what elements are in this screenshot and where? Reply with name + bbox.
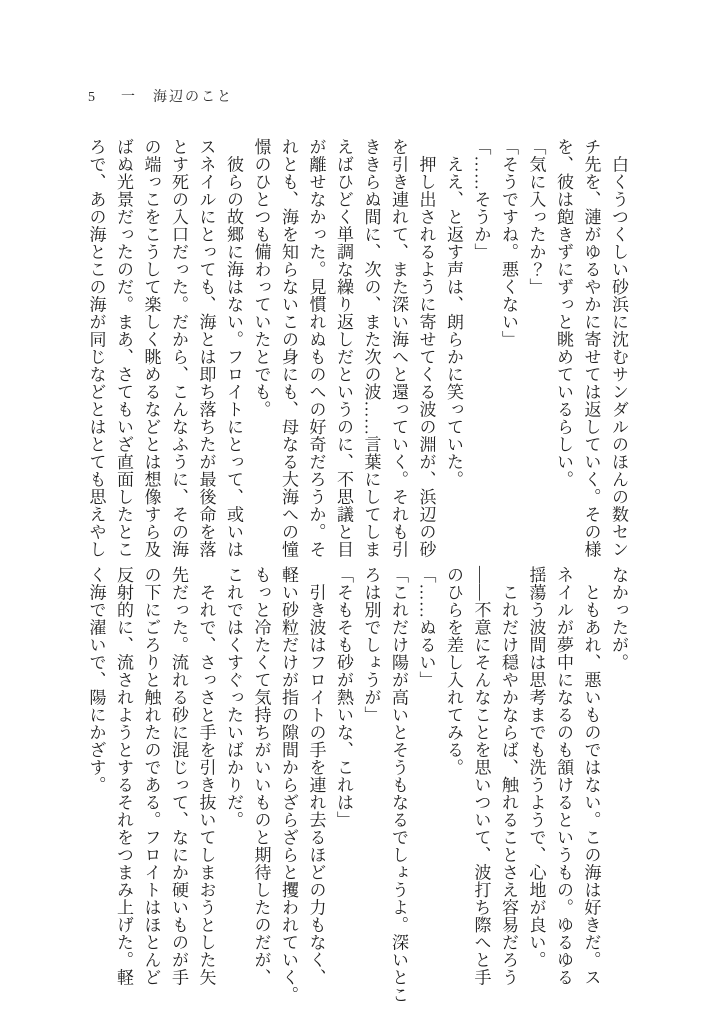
- text-line: これだけ穏やかならば、触れることさえ容易だろう: [499, 566, 518, 986]
- text-line: の下にごろりと触れたのである。フロイトはほとんど: [141, 566, 161, 986]
- text-line: ええ、と返す声は、朗らかに笑っていた。: [444, 138, 463, 488]
- text-line: とす死の入口だった。だから、こんなふうに、その海: [169, 138, 188, 558]
- text-line: ろで、あの海とこの海が同じなどとはとても思えやし: [86, 138, 106, 558]
- text-line: えばひどく単調な繰り返しだというのに、不思議と目: [334, 138, 353, 558]
- text-line: なかったが。: [609, 566, 628, 671]
- text-line: 彼らの故郷に海はない。フロイトにとって、或いは: [224, 138, 243, 558]
- text-line: が離せなかった。見慣れぬものへの好奇だろうか。そ: [306, 138, 326, 558]
- text-line: の端っこをこうして楽しく眺めるなどとは想像すら及: [141, 138, 161, 558]
- text-line: 先だった。流れる砂に混じって、なにか硬いものが手: [169, 566, 188, 986]
- text-line: 「そうですね。悪くない」: [499, 138, 518, 348]
- text-line: もっと冷たくて気持ちがいいものと期待したのだが、: [251, 566, 271, 986]
- text-line: 白くうつくしい砂浜に沈むサンダルのほんの数セン: [609, 138, 628, 558]
- text-line: 押し出されるように寄せてくる波の淵が、浜辺の砂: [416, 138, 436, 558]
- text-line: 引き波はフロイトの手を連れ去るほどの力もなく、: [306, 566, 326, 986]
- text-line: を、彼は飽きずにずっと眺めているらしい。: [554, 138, 573, 488]
- text-line: スネイルにとっても、海とは即ち落ちたが最後命を落: [196, 138, 216, 558]
- text-line: 揺蕩う波間は思考までも洗うようで、心地が良い。: [526, 566, 546, 969]
- chapter-title: 一 海辺のこと: [121, 90, 233, 105]
- text-line: ろは別でしょうが」: [361, 566, 381, 724]
- lower-text-block: [81, 566, 632, 1014]
- text-line: 「……そうか」: [471, 138, 491, 261]
- text-line: を引き連れて、また深い海へと還っていく。それも引: [389, 138, 408, 558]
- text-line: 「気に入ったか？」: [526, 138, 546, 296]
- text-line: チ先を、漣がゆるやかに寄せては返していく。その様: [581, 138, 601, 558]
- text-line: ともあれ、悪いものではない。この海は好きだ。ス: [581, 566, 601, 986]
- text-line: ——不意にそんなことを思いついて、波打ち際へと手: [471, 566, 491, 986]
- text-line: く海で濯いで、陽にかざす。: [86, 566, 106, 794]
- text-line: 軽い砂粒だけが指の隙間からざらざらと攫われていく。: [279, 566, 298, 1004]
- text-line: これではくすぐったいばかりだ。: [224, 566, 243, 829]
- text-line: ばぬ光景だったのだ。まあ、さてもいざ直面したとこ: [114, 138, 133, 558]
- text-line: のひらを差し入れてみる。: [444, 566, 463, 776]
- page-number: 5: [88, 90, 95, 105]
- text-line: 「そもそも砂が熱いな、これは」: [334, 566, 353, 829]
- running-head: [88, 86, 233, 106]
- text-line: それで、さっさと手を引き抜いてしまおうとした矢: [196, 566, 216, 986]
- text-line: ききらぬ間に、次の、また次の波……言葉にしてしま: [361, 138, 381, 558]
- text-line: 「……ぬるい」: [416, 566, 436, 689]
- upper-text-block: [81, 138, 632, 580]
- text-line: 反射的に、流されようとするそれをつまみ上げた。軽: [114, 566, 133, 986]
- text-line: ネイルが夢中になるのも頷けるというもの。ゆるゆる: [554, 566, 573, 986]
- text-line: れとも、海を知らないこの身にも、母なる大海への憧: [279, 138, 298, 558]
- text-line: 憬のひとつも備わっていたとでも。: [251, 138, 271, 418]
- text-line: 「これだけ陽が高いとそうもなるでしょうよ。深いとこ: [389, 566, 408, 1004]
